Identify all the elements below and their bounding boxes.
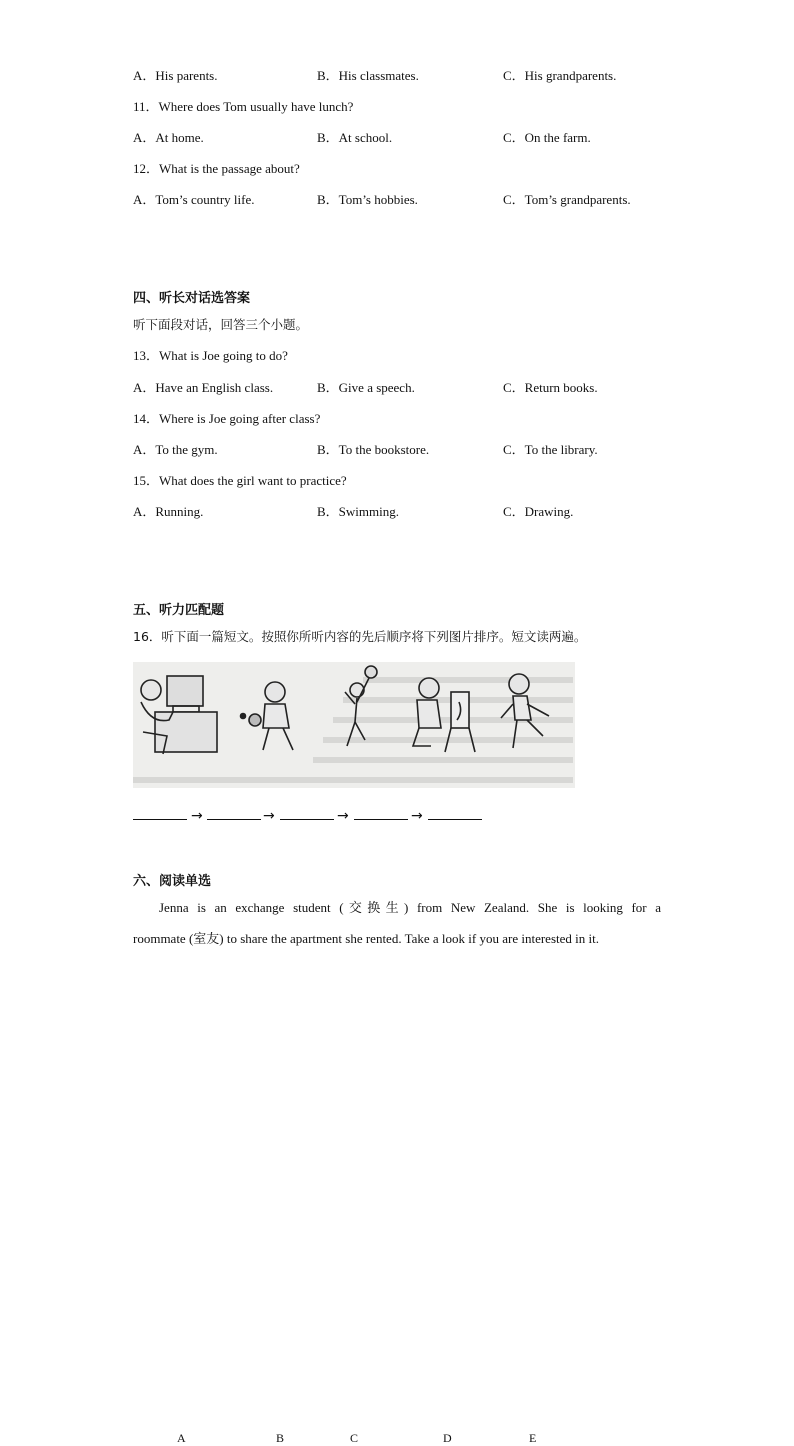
picture-a-computer (141, 676, 217, 754)
q13-question: 13．What is Joe going to do? (133, 348, 288, 363)
section5-instruction: 16．听下面一篇短文。按照你所听内容的先后顺序将下列图片排序。短文读两遍。 (133, 629, 587, 644)
q14-option-c: C．To the library. (503, 442, 598, 457)
q13-option-c: C．Return books. (503, 380, 598, 395)
section6-paragraph-line2: roommate (室友) to share the apartment she rented. Take a look if you are interested in it. (133, 931, 599, 946)
picture-label-e: E (529, 1431, 537, 1445)
order-blank-5[interactable] (428, 818, 482, 820)
q12-option-a: A．Tom’s country life. (133, 192, 255, 207)
q15-option-c: C．Drawing. (503, 504, 574, 519)
section4-title: 四、听长对话选答案 (133, 291, 251, 306)
order-arrow-4: → (411, 808, 423, 824)
q10-option-a: A．His parents. (133, 68, 218, 83)
q12-question: 12．What is the passage about? (133, 161, 300, 176)
picture-label-c: C (350, 1431, 359, 1445)
order-blank-1[interactable] (133, 818, 187, 820)
activity-pictures-illustration (133, 662, 575, 788)
picture-b-table-tennis (241, 682, 294, 750)
q13-option-a: A．Have an English class. (133, 380, 274, 395)
section6-paragraph-line1: Jenna is an exchange student (交换生) from New Zealand. She is looking for a (159, 900, 661, 915)
order-blank-3[interactable] (280, 818, 334, 820)
order-arrow-3: → (337, 808, 349, 824)
q11-question: 11．Where does Tom usually have lunch? (133, 99, 354, 114)
section4-instruction: 听下面段对话，回答三个小题。 (133, 317, 309, 332)
q13-option-b: B．Give a speech. (317, 380, 415, 395)
order-blank-2[interactable] (207, 818, 261, 820)
picture-label-d: D (443, 1431, 452, 1445)
q11-option-a: A．At home. (133, 130, 204, 145)
q10-option-c: C．His grandparents. (503, 68, 617, 83)
q12-option-b: B．Tom’s hobbies. (317, 192, 418, 207)
picture-e-running (501, 674, 549, 748)
q14-question: 14．Where is Joe going after class? (133, 411, 321, 426)
order-arrow-2: → (263, 808, 275, 824)
order-arrow-1: → (191, 808, 203, 824)
q14-option-b: B．To the bookstore. (317, 442, 430, 457)
picture-c-volleyball (345, 666, 377, 746)
order-blank-4[interactable] (354, 818, 408, 820)
q15-option-b: B．Swimming. (317, 504, 399, 519)
picture-label-a: A (177, 1431, 186, 1445)
q10-option-b: B．His classmates. (317, 68, 419, 83)
q11-option-b: B．At school. (317, 130, 393, 145)
section6-title: 六、阅读单选 (133, 874, 212, 889)
q14-option-a: A．To the gym. (133, 442, 218, 457)
q15-question: 15．What does the girl want to practice? (133, 473, 347, 488)
section5-title: 五、听力匹配题 (133, 603, 225, 618)
picture-label-b: B (276, 1431, 285, 1445)
q15-option-a: A．Running. (133, 504, 204, 519)
q12-option-c: C．Tom’s grandparents. (503, 192, 631, 207)
q11-option-c: C．On the farm. (503, 130, 591, 145)
